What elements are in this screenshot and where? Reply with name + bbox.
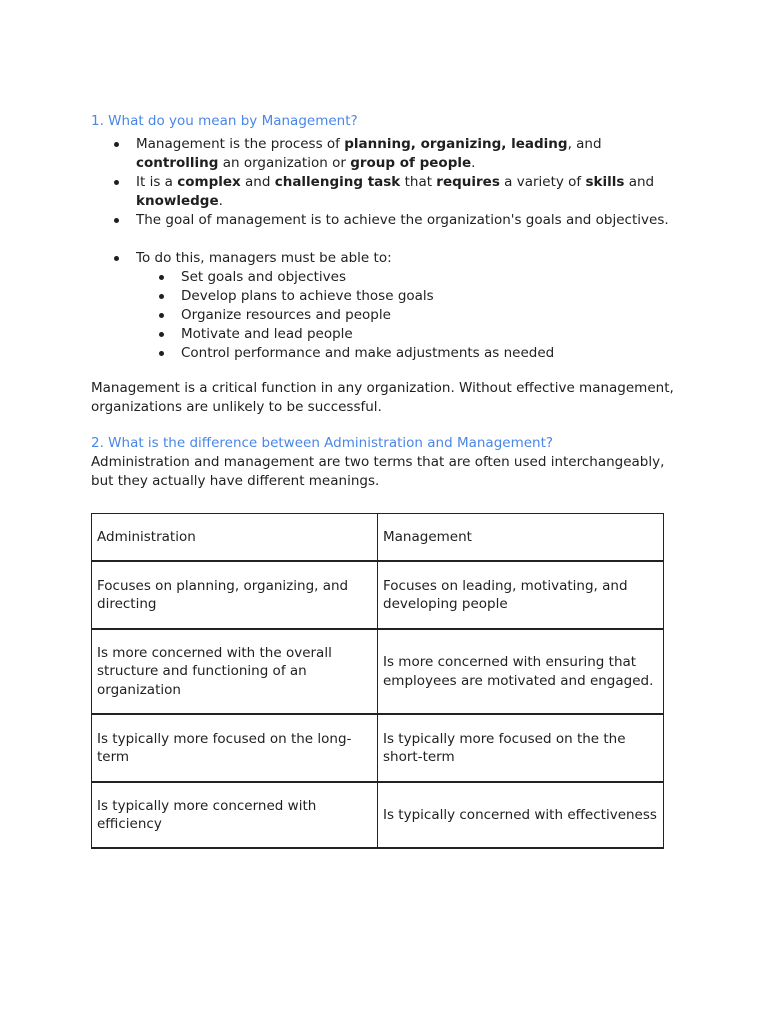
closing-paragraph: Management is a critical function in any organization. Without effective management, organizations are unlikely to be successful.: [91, 380, 674, 415]
header-management: Management: [378, 514, 664, 562]
bullet-managers-must: [91, 249, 681, 363]
comparison-table: [91, 513, 664, 849]
table-row: [92, 782, 664, 848]
table-cell: Is more concerned with the overall structure and functioning of an organization: [92, 629, 378, 714]
bold-term: knowledge: [136, 193, 219, 209]
table-cell: Focuses on leading, motivating, and developing people: [378, 561, 664, 629]
header-administration: Administration: [92, 514, 378, 562]
task-item: Set goals and objectives: [136, 268, 681, 287]
table-cell: Is more concerned with ensuring that employees are motivated and engaged.: [378, 629, 664, 714]
task-item: Develop plans to achieve those goals: [136, 287, 681, 306]
bold-term: complex: [177, 174, 241, 190]
table-row: [92, 629, 664, 714]
question-1-heading: 1. What do you mean by Management?: [91, 113, 358, 129]
question-2-heading: 2. What is the difference between Administration and Management?: [91, 435, 554, 451]
bold-term: skills: [585, 174, 625, 190]
document-page: [91, 112, 681, 849]
table-cell: Focuses on planning, organizing, and directing: [92, 561, 378, 629]
bold-term: group of people: [350, 155, 472, 171]
manager-tasks-list: [136, 268, 681, 363]
managers-intro-text: To do this, managers must be able to:: [136, 250, 392, 266]
bold-term: requires: [436, 174, 500, 190]
management-definition-list: [91, 135, 681, 363]
task-item: Control performance and make adjustments as needed: [136, 344, 681, 363]
table-row: [92, 561, 664, 629]
table-cell: Is typically more focused on the the short-term: [378, 714, 664, 782]
table-cell: Is typically more focused on the long-term: [92, 714, 378, 782]
bold-term: planning, organizing, leading: [344, 136, 568, 152]
table-row: [92, 714, 664, 782]
table-header-row: [92, 514, 664, 562]
task-item: Motivate and lead people: [136, 325, 681, 344]
bullet-definition: Management is the process of planning, organizing, leading, and controlling an organization or group of people.: [91, 135, 681, 173]
bullet-goal: The goal of management is to achieve the organization's goals and objectives.: [91, 211, 681, 230]
bold-term: challenging task: [274, 174, 401, 190]
bold-term: controlling: [136, 155, 219, 171]
task-item: Organize resources and people: [136, 306, 681, 325]
table-cell: Is typically concerned with effectiveness: [378, 782, 664, 848]
bullet-complexity: It is a complex and challenging task that requires a variety of skills and knowledge.: [91, 173, 681, 211]
q2-intro-paragraph: Administration and management are two terms that are often used interchangeably, but they actually have different meanings.: [91, 454, 665, 489]
table-cell: Is typically more concerned with efficiency: [92, 782, 378, 848]
